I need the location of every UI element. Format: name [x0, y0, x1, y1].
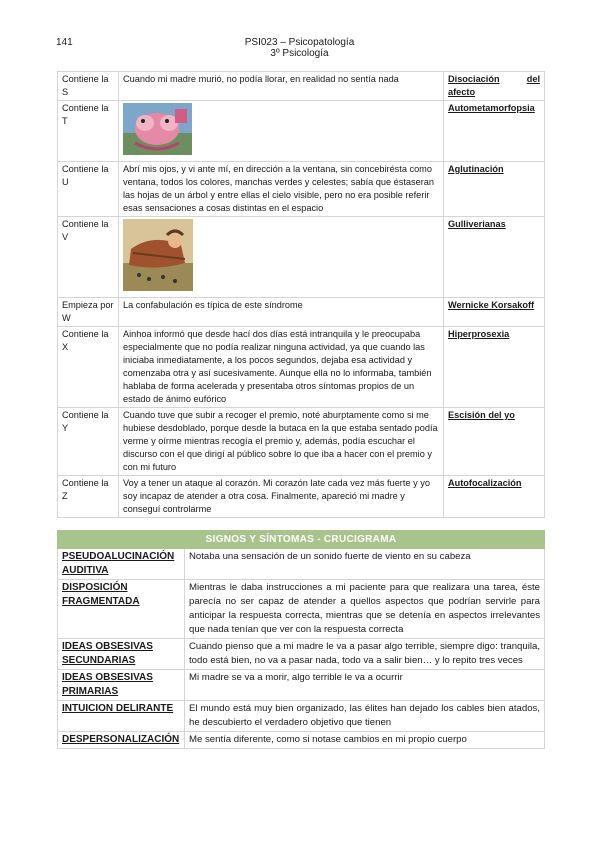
table-row: [58, 580, 545, 639]
table-title: SIGNOS Y SÍNTOMAS - CRUCIGRAMA: [58, 531, 545, 549]
table-row: [58, 549, 545, 580]
table-row: [58, 639, 545, 670]
clue-text: Ainhoa informó que desde hací dos días está intranquila y le preocupaba especialmente que no podía realizar ninguna actividad, ya que cuando las iniciaba inmediatamente, a los pocos segundos, dejaba esa actividad y comenzaba otra y así sucesivamente. Aunque ella no lo informaba, también hablaba de forma acelerada y presentaba otros síntomas propios de un estado de ánimo eufórico: [119, 327, 444, 408]
table-row: [58, 72, 545, 101]
clue-answer: Hiperprosexia: [444, 327, 545, 408]
course-subtitle: 3º Psicología: [270, 48, 329, 59]
pink-figures-image: [123, 103, 192, 155]
table-row: [58, 162, 545, 217]
crossword-table: [57, 530, 545, 749]
clue-answer: Autometamorfopsia: [444, 101, 545, 162]
clue-text: Cuando tuve que subir a recoger el premio, noté aburptamente como si me hubiese desdoblado, porque desde la butaca en la que estaba sentado podía verme y oírme mientras recogía el premio y, además, podía escuchar el discurso con el que dirigí al público sobre lo que iba a hacer con el premio y con mi futuro: [119, 408, 444, 476]
clue-letter: Contiene la X: [58, 327, 119, 408]
clue-letter: Empieza por W: [58, 298, 119, 327]
table-row: [58, 217, 545, 298]
clue-letter: Contiene la U: [58, 162, 119, 217]
clue-letter: Contiene la S: [58, 72, 119, 101]
clue-letter: Contiene la Z: [58, 476, 119, 518]
clue-answer: Aglutinación: [444, 162, 545, 217]
term-cell: PSEUDOALUCINACIÓN AUDITIVA: [58, 549, 185, 580]
table-row: [58, 327, 545, 408]
term-cell: IDEAS OBSESIVAS SECUNDARIAS: [58, 639, 185, 670]
clue-text: La confabulación es típica de este síndrome: [119, 298, 444, 327]
clue-letter: Contiene la V: [58, 217, 119, 298]
answer-word: Disociación: [448, 74, 500, 84]
term-cell: DESPERSONALIZACIÓN: [58, 732, 185, 749]
term-cell: INTUICION DELIRANTE: [58, 701, 185, 732]
description-cell: Mientras le daba instrucciones a mi paciente para que realizara una tarea, éste parecía no ser capaz de atender a quellos aspectos que podrían servirle para anticipar la respuesta correcta, mientras que se detenía en aspectos irrelevantes que nada tenían que ver con la respuesta correcta: [185, 580, 545, 639]
table-row: [58, 670, 545, 701]
table-row: [58, 298, 545, 327]
page-header: [0, 37, 599, 59]
course-title: PSI023 – Psicopatología: [244, 37, 355, 48]
clue-text: Voy a tener un ataque al corazón. Mi corazón late cada vez más fuerte y yo soy incapaz de atender a otra cosa. Finalmente, apareció mi madre y conseguí controlarme: [119, 476, 444, 518]
clue-answer: Gulliverianas: [444, 217, 545, 298]
clue-text: Cuando mi madre murió, no podía llorar, en realidad no sentía nada: [119, 72, 444, 101]
page-number: 141: [56, 37, 73, 48]
description-cell: Mi madre se va a morir, algo terrible le va a ocurrir: [185, 670, 545, 701]
answer-word: del: [526, 74, 540, 84]
gulliver-illustration: [123, 219, 193, 291]
table-row: [58, 701, 545, 732]
clue-answer: Autofocalización: [444, 476, 545, 518]
description-cell: Cuando pienso que a mi madre le va a pasar algo terrible, siempre digo: tranquila, todo está bien, no va a pasar nada, todo va a salir bien… y lo repito tres veces: [185, 639, 545, 670]
clue-text: Abrí mis ojos, y vi ante mí, en dirección a la ventana, sin concebirésta como ventana, todos los colores, manchas verdes y celestes; sabía que éstaseran las hojas de un árbol y entre ellas el cielo visible, pero no era posible referir esas sensaciones a cosas distintas en el espacio: [119, 162, 444, 217]
table-row: [58, 476, 545, 518]
clue-letter: Contiene la T: [58, 101, 119, 162]
description-cell: El mundo está muy bien organizado, las élites han dejado los cables bien atados, he descubierto el verdadero objetivo que tienen: [185, 701, 545, 732]
term-cell: DISPOSICIÓN FRAGMENTADA: [58, 580, 185, 639]
description-cell: Me sentía diferente, como si notase cambios en mi propio cuerpo: [185, 732, 545, 749]
table-row: [58, 101, 545, 162]
clue-answer: Wernicke Korsakoff: [444, 298, 545, 327]
table-header-row: [58, 531, 545, 549]
table-row: [58, 408, 545, 476]
clue-image-cell: [119, 217, 444, 298]
term-cell: IDEAS OBSESIVAS PRIMARIAS: [58, 670, 185, 701]
table-row: [58, 732, 545, 749]
description-cell: Notaba una sensación de un sonido fuerte de viento en su cabeza: [185, 549, 545, 580]
clues-table: [57, 71, 545, 518]
clue-answer: [444, 72, 545, 101]
clue-answer: Escisión del yo: [444, 408, 545, 476]
clue-letter: Contiene la Y: [58, 408, 119, 476]
clue-image-cell: [119, 101, 444, 162]
answer-word: afecto: [448, 87, 476, 97]
